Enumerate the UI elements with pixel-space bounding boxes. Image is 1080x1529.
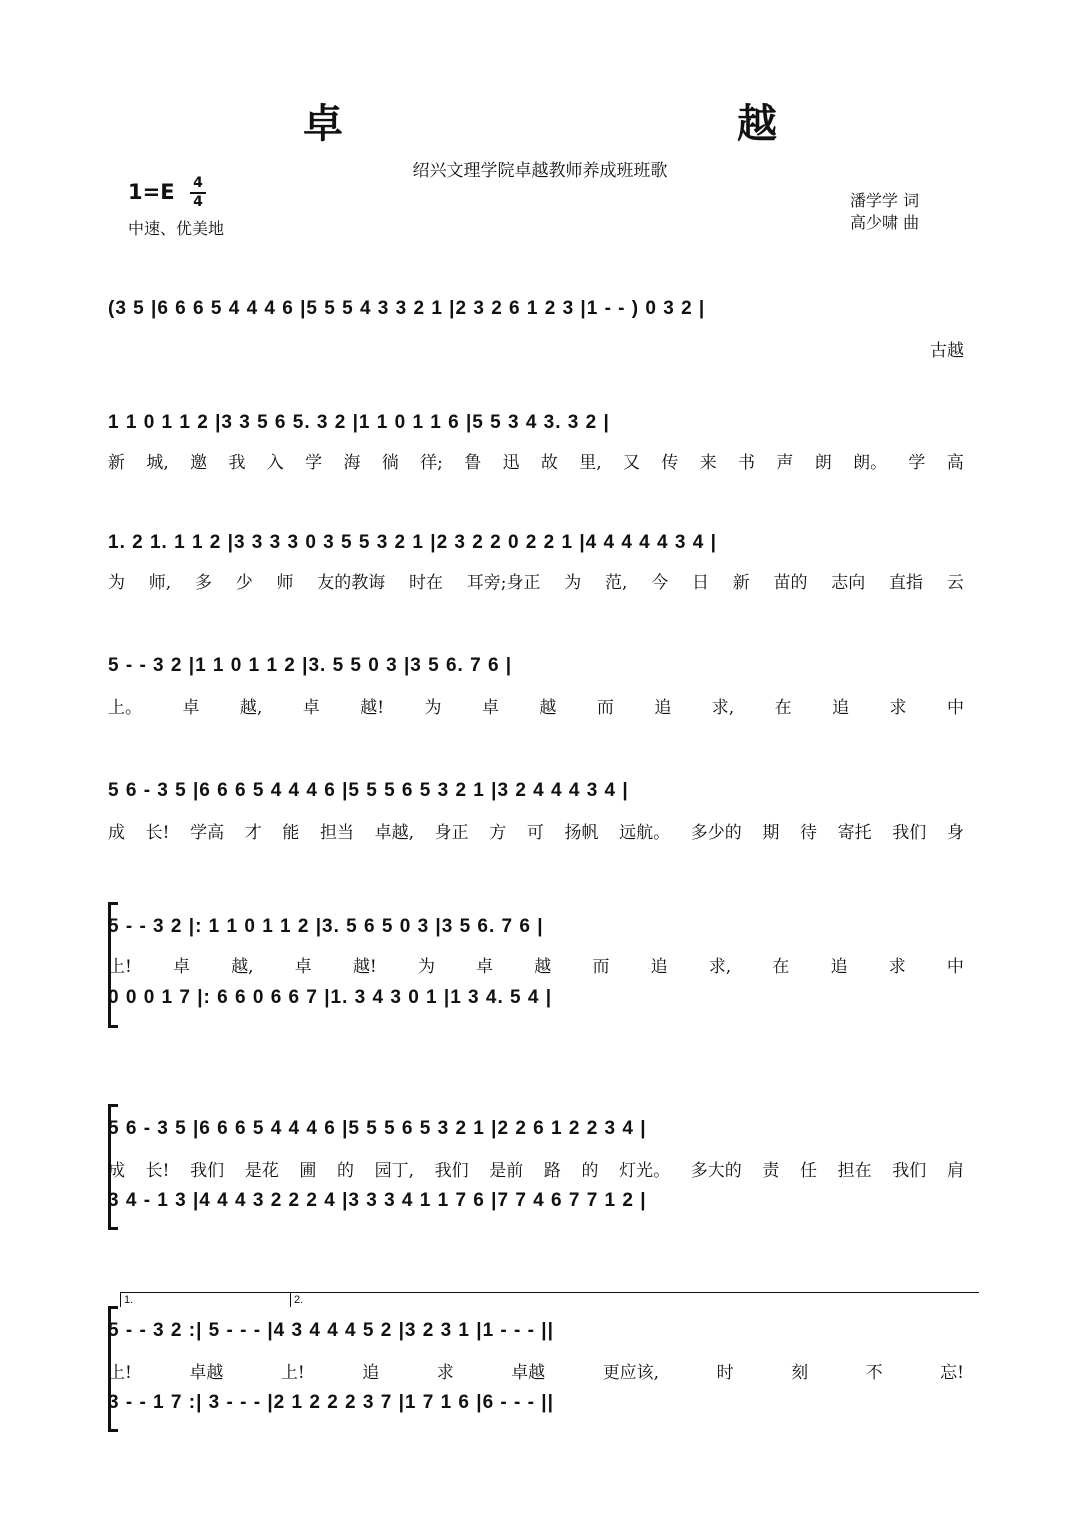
lyric-word: 卓越,: [374, 823, 414, 843]
lyric-word: 云: [946, 573, 964, 593]
lyric-word: 苗的: [773, 573, 808, 593]
lyric-word: 担当: [319, 823, 354, 843]
lyric-word: 师: [276, 573, 294, 593]
lyric-word: 朗: [814, 453, 832, 473]
lyric-word: 求,: [711, 698, 735, 718]
lyric-word: 卓越: [511, 1363, 546, 1383]
lyric-word: 时在: [409, 573, 443, 593]
lyric-word: 园丁,: [374, 1161, 414, 1181]
lyric-word: 方: [489, 823, 507, 843]
lyric-line: [108, 568, 964, 593]
time-signature-top: 4: [193, 175, 203, 191]
lyric-word: 越!: [360, 698, 385, 718]
lyric-word: 而: [596, 698, 614, 718]
harmony-line: 3 4 - 1 3 |4 4 4 3 2 2 2 4 |3 3 3 4 1 1 7 6 |7 7 4 6 7 7 1 2 |: [108, 1190, 647, 1211]
lyric-word: 求: [436, 1363, 454, 1383]
melody-line: 5 6 - 3 5 |6 6 6 5 4 4 4 6 |5 5 5 6 5 3 2 1 |2 2 6 1 2 2 3 4 |: [108, 1118, 647, 1139]
lyric-word: 越!: [352, 957, 377, 977]
lyric-word: 越,: [239, 698, 263, 718]
tempo-marking: 中速、优美地: [128, 219, 225, 238]
lyric-word: 直指: [889, 573, 924, 593]
lyric-word: 越: [534, 957, 552, 977]
lyric-word: 朗。: [853, 453, 888, 473]
lyric-word: 多少的: [690, 823, 742, 843]
lyric-word: 追: [832, 698, 850, 718]
lyric-word: 越: [539, 698, 557, 718]
lyric-word: 求: [889, 698, 907, 718]
lyric-word: 寄托: [837, 823, 872, 843]
lyric-word: 追: [362, 1363, 380, 1383]
melody-line: 5 - - 3 2 |: 1 1 0 1 1 2 |3. 5 6 5 0 3 |3 5 6. 7 6 |: [108, 916, 544, 937]
lyric-word: 学: [908, 453, 926, 473]
lyric-word: 声: [776, 453, 794, 473]
lyric-word: 卓: [481, 698, 499, 718]
lyric-word: 追: [654, 698, 672, 718]
lyric-word: 耳旁;身正: [466, 573, 541, 593]
lyric-word: 卓: [294, 957, 312, 977]
lyric-word: 多大的: [690, 1161, 742, 1181]
lyric-word: 高: [946, 453, 964, 473]
lyric-word: 求: [888, 957, 906, 977]
harmony-line: 3 - - 1 7 :| 3 - - - |2 1 2 2 2 3 7 |1 7 1 6 |6 - - - ||: [108, 1392, 554, 1413]
first-ending-bracket: 1.: [120, 1292, 293, 1307]
lyric-word: 卓: [476, 957, 494, 977]
lyric-word: 上!: [108, 1363, 132, 1383]
lyric-word: 城,: [146, 453, 169, 473]
lyric-word: 我们: [190, 1161, 225, 1181]
lyric-line: [108, 448, 964, 473]
lyric-word: 为: [424, 698, 442, 718]
lyric-word: 中: [946, 957, 964, 977]
lyric-word: 传: [661, 453, 679, 473]
lyric-word: 待: [800, 823, 817, 843]
lyric-word: 长!: [145, 823, 170, 843]
lyric-word: 师,: [148, 573, 172, 593]
lyric-word: 故: [540, 453, 558, 473]
lyric-line: [108, 952, 964, 977]
lyric-word: 上。: [108, 698, 142, 718]
melody-line: (3 5 |6 6 6 5 4 4 4 6 |5 5 5 4 3 3 2 1 |2 3 2 6 1 2 3 |1 - - ) 0 3 2 |: [108, 298, 706, 319]
lyric-line: [108, 336, 964, 361]
lyric-word: 圃: [299, 1161, 317, 1181]
lyric-word: 徜: [381, 453, 399, 473]
melody-line: 1. 2 1. 1 1 2 |3 3 3 3 0 3 5 5 3 2 1 |2 3 2 2 0 2 2 1 |4 4 4 4 4 3 4 |: [108, 532, 717, 553]
lyric-line: [108, 818, 964, 843]
harmony-line: 0 0 0 1 7 |: 6 6 0 6 6 7 |1. 3 4 3 0 1 |1 3 4. 5 4 |: [108, 987, 553, 1008]
lyric-word: 能: [282, 823, 300, 843]
lyric-word: 在: [774, 698, 792, 718]
lyric-line: [108, 693, 964, 718]
lyric-word: 扬帆: [564, 823, 599, 843]
lyric-word: 路: [543, 1161, 561, 1181]
lyric-word: 成: [108, 1161, 125, 1181]
lyric-word: 而: [592, 957, 610, 977]
lyric-word: 来: [699, 453, 717, 473]
lyric-word: 今: [651, 573, 669, 593]
lyric-word: 不: [865, 1363, 883, 1383]
lyric-word: 多: [194, 573, 212, 593]
lyric-word: 身正: [434, 823, 469, 843]
lyric-word: 学: [305, 453, 323, 473]
lyric-word: 古越: [930, 341, 964, 361]
lyric-word: 为: [417, 957, 435, 977]
lyric-word: 卓: [302, 698, 320, 718]
lyric-word: 长!: [145, 1161, 170, 1181]
lyric-word: 我: [228, 453, 246, 473]
lyric-word: 时: [716, 1363, 734, 1383]
melody-line: 5 6 - 3 5 |6 6 6 5 4 4 4 6 |5 5 5 6 5 3 2 1 |3 2 4 4 4 3 4 |: [108, 780, 629, 801]
lyric-word: 新: [732, 573, 750, 593]
lyric-word: 鲁: [464, 453, 482, 473]
lyric-word: 在: [772, 957, 790, 977]
lyric-word: 是花: [244, 1161, 279, 1181]
lyric-word: 卓越: [189, 1363, 224, 1383]
lyric-word: 卓: [173, 957, 191, 977]
lyric-word: 任: [800, 1161, 817, 1181]
lyric-word: 追: [650, 957, 668, 977]
lyric-word: 新: [108, 453, 125, 473]
melody-line: 1 1 0 1 1 2 |3 3 5 6 5. 3 2 |1 1 0 1 1 6 |5 5 3 4 3. 3 2 |: [108, 412, 610, 433]
lyric-word: 迅: [502, 453, 520, 473]
melody-line: 5 - - 3 2 :| 5 - - - |4 3 4 4 4 5 2 |3 2 3 1 |1 - - - ||: [108, 1320, 554, 1341]
lyric-word: 忘!: [940, 1363, 964, 1383]
lyric-word: 又: [623, 453, 641, 473]
song-title: 卓 越: [303, 101, 967, 147]
lyric-word: 日: [691, 573, 709, 593]
second-ending-bracket: 2.: [290, 1292, 979, 1307]
lyric-word: 的: [581, 1161, 599, 1181]
lyric-line: [108, 1358, 964, 1383]
lyric-word: 成: [108, 823, 125, 843]
lyric-word: 邀: [190, 453, 208, 473]
lyric-word: 刻: [791, 1363, 809, 1383]
lyric-word: 少: [235, 573, 253, 593]
lyric-word: 书: [738, 453, 756, 473]
lyric-word: 我们: [434, 1161, 469, 1181]
lyric-line: [108, 1156, 964, 1181]
song-subtitle: 绍兴文理学院卓越教师养成班班歌: [412, 161, 668, 181]
lyric-word: 志向: [831, 573, 866, 593]
key-signature: 1=E: [128, 180, 175, 204]
lyric-word: 担在: [837, 1161, 872, 1181]
lyric-word: 身: [946, 823, 964, 843]
lyric-word: 的: [336, 1161, 354, 1181]
lyric-word: 里,: [579, 453, 602, 473]
lyric-word: 期: [762, 823, 780, 843]
lyric-word: 是前: [489, 1161, 524, 1181]
composer-credit: 高少啸 曲: [850, 213, 920, 232]
lyric-word: 上!: [280, 1363, 305, 1383]
lyric-word: 更应该,: [602, 1363, 660, 1383]
lyric-word: 我们: [892, 1161, 927, 1181]
lyric-word: 才: [244, 823, 262, 843]
lyric-word: 追: [830, 957, 848, 977]
lyric-word: 学高: [190, 823, 225, 843]
lyric-word: 为: [564, 573, 582, 593]
time-signature-bottom: 4: [193, 194, 203, 210]
lyric-word: 可: [526, 823, 544, 843]
lyricist-credit: 潘学学 词: [850, 191, 920, 210]
melody-line: 5 - - 3 2 |1 1 0 1 1 2 |3. 5 5 0 3 |3 5 6. 7 6 |: [108, 655, 513, 676]
lyric-word: 我们: [892, 823, 927, 843]
lyric-word: 责: [762, 1161, 780, 1181]
lyric-word: 越,: [231, 957, 254, 977]
lyric-word: 为: [108, 573, 125, 593]
lyric-word: 肩: [946, 1161, 964, 1181]
lyric-word: 范,: [605, 573, 628, 593]
lyric-word: 友的教诲: [317, 573, 386, 593]
lyric-word: 远航。: [619, 823, 671, 843]
lyric-word: 徉;: [420, 453, 443, 473]
lyric-word: 求,: [708, 957, 732, 977]
lyric-word: 入: [266, 453, 284, 473]
lyric-word: 海: [343, 453, 361, 473]
lyric-word: 上!: [108, 957, 132, 977]
lyric-word: 灯光。: [619, 1161, 671, 1181]
lyric-word: 中: [947, 698, 964, 718]
time-signature: [190, 176, 206, 210]
lyric-word: 卓: [182, 698, 200, 718]
